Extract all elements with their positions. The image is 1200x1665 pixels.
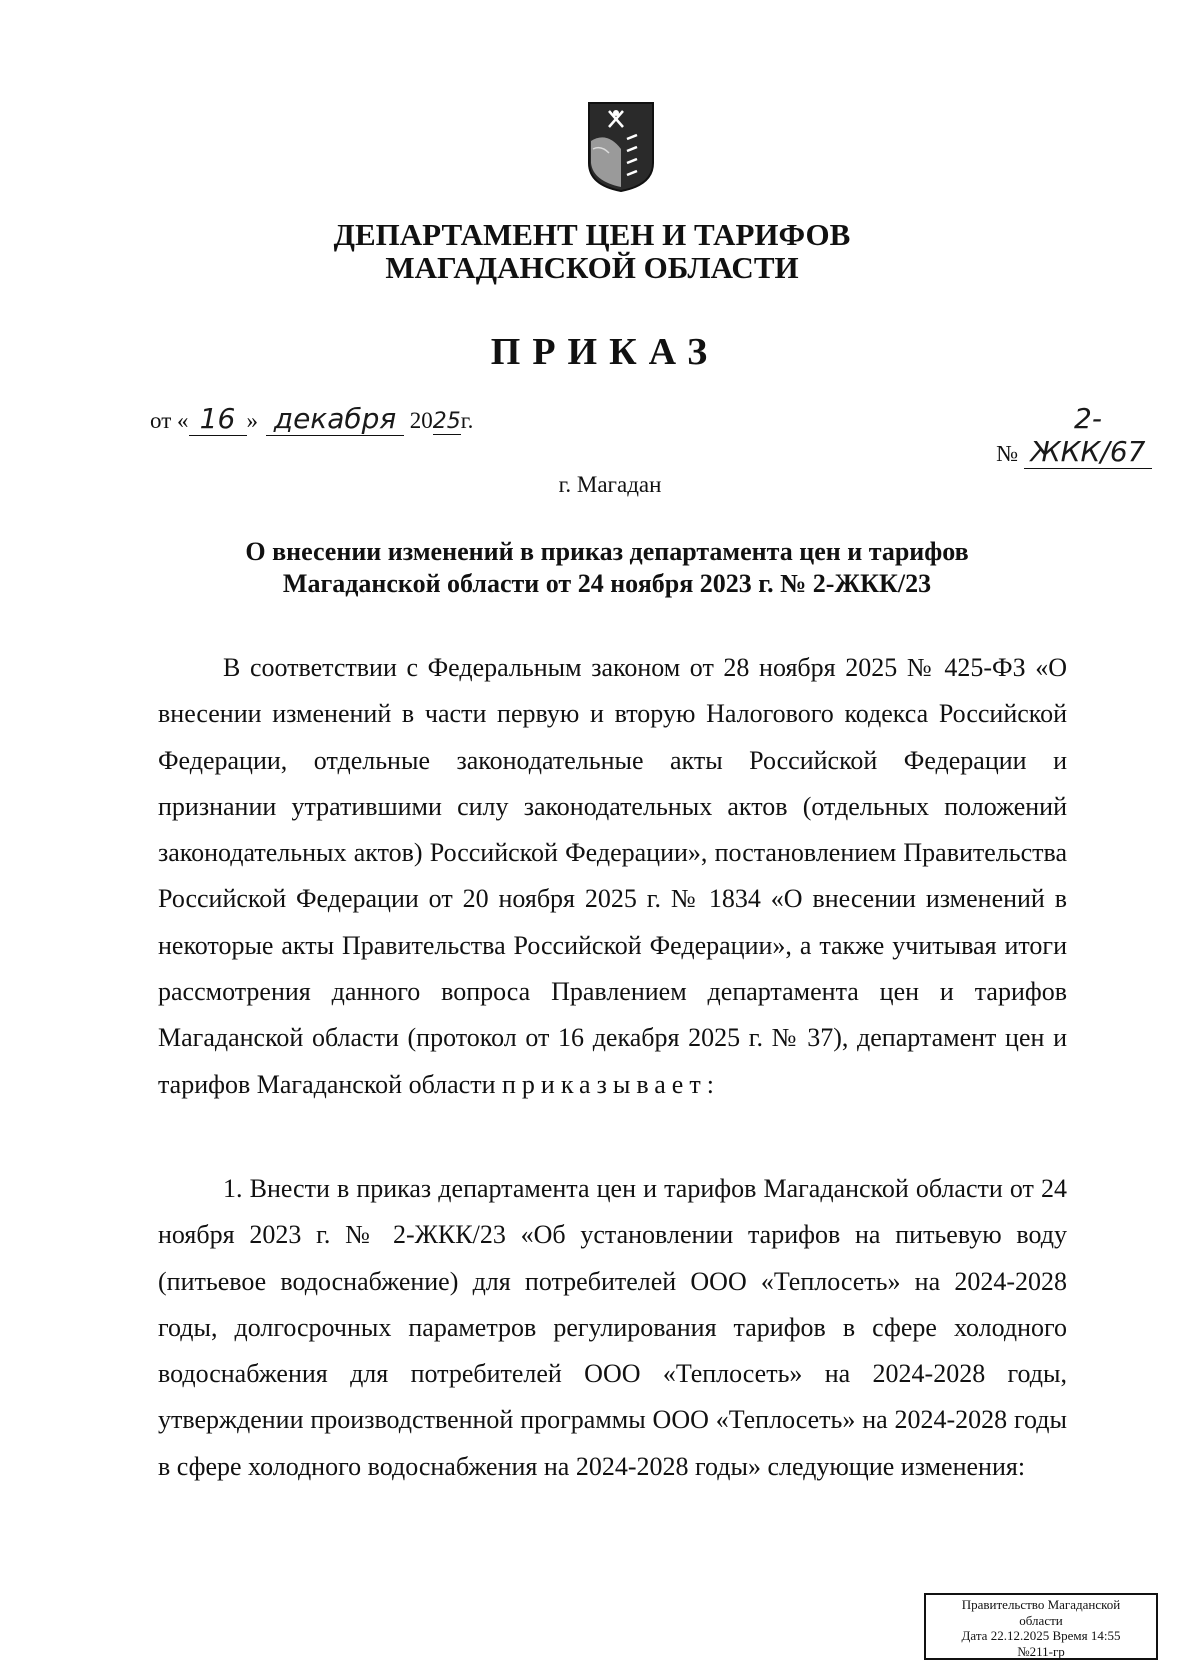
document-title: ПРИКАЗ xyxy=(490,331,720,373)
document-number-line xyxy=(996,402,1152,469)
stamp-line1: Правительство Магаданской xyxy=(961,1597,1121,1612)
orders-word: приказывает xyxy=(501,1069,707,1099)
date-line xyxy=(150,402,473,434)
body-paragraph-2 xyxy=(158,1166,1067,1490)
subject-line1: О внесении изменений в приказ департамента цен и тарифов xyxy=(245,537,969,566)
org-name-line1: ДЕПАРТАМЕНТ ЦЕН И ТАРИФОВ xyxy=(333,217,851,252)
subject-line2: Магаданской области от 24 ноября 2023 г. № 2-ЖКК/23 xyxy=(282,569,932,598)
number-prefix: № xyxy=(996,441,1019,466)
date-day: 16 xyxy=(189,402,247,436)
date-year-prefix: 20 xyxy=(409,408,433,433)
body-paragraph-1 xyxy=(158,645,1067,1108)
coat-of-arms-icon xyxy=(587,101,655,193)
date-year-suffix: 25 xyxy=(432,409,461,434)
date-month: декабря xyxy=(266,402,404,436)
registration-stamp xyxy=(924,1593,1158,1660)
date-prefix: от « xyxy=(150,408,189,433)
org-name-line2: МАГАДАНСКОЙ ОБЛАСТИ xyxy=(385,250,799,285)
paragraph-1-text: В соответствии с Федеральным законом от 28 ноября 2025 № 425-ФЗ «О внесении изменений в части первую и вторую Налогового кодекса Российской Федерации, отдельные законодательные акты Российской Федерации и признании утратившими силу законодательных актов (отдельных положений законодательных актов) Российской Федерации», постановлением Правительства Российской Федерации от 20 ноября 2025 г. № 1834 «О внесении изменений в некоторые акты Правительства Российской Федерации», а также учитывая итоги рассмотрения данного вопроса Правлением департамента цен и тарифов Магаданской области (протокол от 16 декабря 2025 г. № 37), департамент цен и тарифов Магаданской области xyxy=(158,653,1067,1099)
stamp-line4: №211-гр xyxy=(1017,1643,1065,1659)
city: г. Магадан xyxy=(558,472,662,497)
orders-colon: : xyxy=(706,1069,714,1099)
stamp-line2: области xyxy=(1019,1612,1063,1628)
document-number: 2-ЖКК/67 xyxy=(1024,402,1152,469)
paragraph-2-text: 1. Внести в приказ департамента цен и тарифов Магаданской области от 24 ноября 2023 г. № 2-ЖКК/23 «Об установлении тарифов на питьевую воду (питьевое водоснабжение) для потребителей ООО «Теплосеть» на 2024-2028 годы, долгосрочных параметров регулирования тарифов в сфере холодного водоснабжения для потребителей ООО «Теплосеть» на 2024-2028 годы, утверждении производственной программы ООО «Теплосеть» на 2024-2028 годы в сфере холодного водоснабжения на 2024-2028 годы» следующие изменения: xyxy=(158,1174,1067,1481)
stamp-line3: Дата 22.12.2025 Время 14:55 xyxy=(961,1628,1121,1643)
date-middle: » xyxy=(246,408,258,433)
date-year-end: г. xyxy=(460,408,474,433)
